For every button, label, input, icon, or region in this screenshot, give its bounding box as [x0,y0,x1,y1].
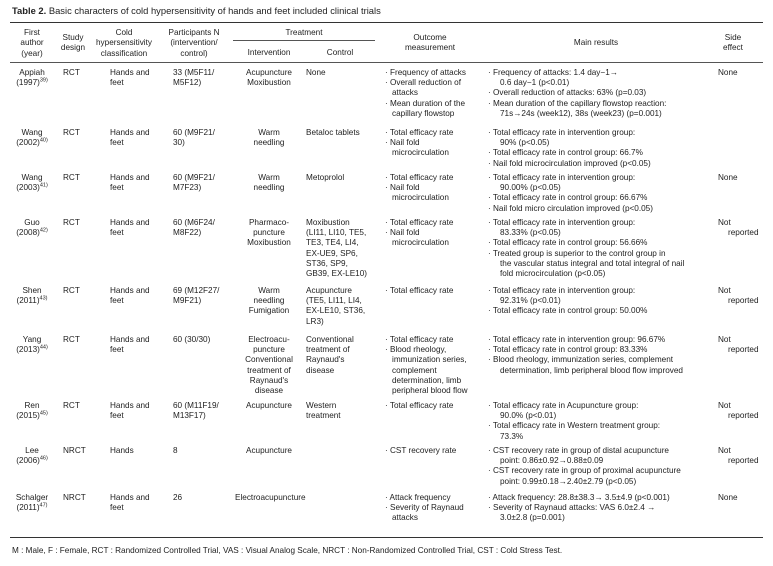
header-side-effect-line: Side [724,33,742,42]
header-design-line: design [60,43,86,53]
classification-cell-line: Hands and [110,218,150,227]
classification-cell-line: Hands and [110,335,150,344]
header-classification-line: Cold [115,28,133,37]
intervention-cell-line: Pharmaco- [248,218,290,227]
classification-cell [110,173,150,193]
author-cell [10,173,54,193]
results-cell [488,218,684,279]
header-author [10,28,54,59]
classification-cell-line: feet [110,503,124,513]
author-cell [10,128,54,148]
control-cell-line: Metoprolol [306,173,345,182]
side-effect-cell [718,68,738,78]
author-cell [10,493,54,513]
side-effect-line: Not [718,218,731,227]
control-cell [306,68,326,78]
side-effect-line: Not [718,335,731,344]
side-effect-line: Not [718,286,731,295]
classification-cell-line: Hands and [110,68,150,77]
results-cell-line: · Total efficacy rate in control group: 66.67% [488,193,648,203]
results-cell-line: · Mean duration of the capillary flowstop reaction: [488,98,667,108]
control-cell-line: Moxibustion [306,218,350,227]
classification-cell-line: Hands [110,446,134,455]
author-year: $(2008)^{42)}$ [16,227,48,238]
header-participants-line: (intervention/ [170,38,218,48]
outcome-cell [385,493,464,524]
header-treatment-line: Treatment [285,28,323,37]
participants-cell [173,493,182,503]
results-cell-line: · CST recovery rate in group of proximal acupuncture [488,466,681,476]
outcome-cell-line: · Nail fold [385,183,420,193]
classification-cell-line: feet [110,345,124,355]
header-participants [157,28,231,59]
control-cell-line: Conventional [306,335,354,344]
intervention-cell [235,446,303,456]
header-control-line: Control [326,48,354,57]
design-cell-line: RCT [63,401,80,410]
participants-cell-line: 60 (M6F24/ [173,218,215,227]
outcome-cell-line: · Total efficacy rate [385,173,454,182]
results-cell-line: · Total efficacy rate in control group: 66.7% [488,148,643,158]
outcome-cell [385,335,468,396]
side-effect-line: reported [728,345,759,355]
results-cell-line: fold microcirculation (p<0.05) [500,269,606,279]
intervention-cell-line: Warm [258,128,280,137]
results-cell [488,493,670,524]
participants-cell-line: 60 (M11F19/ [173,401,219,410]
outcome-cell-line: determination, limb [392,375,462,385]
classification-cell [110,286,150,306]
outcome-cell-line: capillary flowstop [392,108,455,118]
reference-number: 41) [39,182,48,189]
header-intervention [233,48,305,58]
author-year: $(2006)^{46)}$ [16,455,48,466]
intervention-cell [235,68,303,88]
design-cell [63,68,80,78]
bottom-rule [10,537,763,538]
results-cell [488,68,666,119]
classification-cell [110,335,150,355]
side-effect-cell [718,335,759,355]
classification-cell-line: Hands and [110,401,150,410]
control-cell [306,335,354,376]
header-outcome-line: Outcome [413,33,447,42]
results-cell-line: · Nail fold micro circulation improved (p<0.05) [488,203,653,213]
design-cell [63,286,80,296]
classification-cell [110,446,134,456]
outcome-cell-line: microcirculation [392,148,449,158]
results-cell-line: 92.31% (p<0.01) [500,296,561,306]
classification-cell [110,218,150,238]
design-cell [63,335,80,345]
participants-cell-line: 60 (30/30) [173,335,211,344]
intervention-cell [235,218,303,249]
classification-cell [110,68,150,88]
outcome-cell-line: · Attack frequency [385,493,451,502]
participants-cell-line: 8 [173,446,178,455]
design-cell-line: RCT [63,68,80,77]
outcome-cell-line: · Total efficacy rate [385,128,454,137]
design-cell-line: RCT [63,335,80,344]
header-intervention-line: Intervention [247,48,291,57]
results-cell-line: · Total efficacy rate in intervention group: 96.67% [488,335,666,344]
participants-cell [173,173,215,193]
header-author-line: author [20,38,44,48]
side-effect-cell [718,173,738,183]
author-cell [10,218,54,238]
results-cell-line: · Total efficacy rate in intervention group: [488,286,636,295]
side-effect-cell [718,446,759,466]
intervention-cell [235,493,306,503]
intervention-cell-line: Warm [258,286,280,295]
design-cell [63,401,80,411]
participants-cell-line: M5F12) [173,78,202,88]
results-cell [488,446,681,487]
author-cell [10,68,54,88]
control-cell-line: Acupuncture [306,286,352,295]
results-cell-line: 90.0% (p<0.01) [500,411,557,421]
results-cell-line: · Total efficacy rate in Western treatment group: [488,421,661,431]
control-cell-line: EX-UE9, SP6, [306,248,358,258]
author-name: Guo [24,218,40,227]
outcome-cell-line: peripheral blood flow [392,386,468,396]
caption-label: Table 2. [12,5,47,16]
design-cell [63,493,86,503]
caption-text: Basic characters of cold hypersensitivity of hands and feet included clinical trials [48,5,381,16]
header-author-line: First [24,28,40,37]
control-cell-line: treatment of [306,345,350,355]
header-rule [10,62,763,63]
classification-cell-line: Hands and [110,286,150,295]
header-classification-line: classification [100,48,148,58]
header-design-line: Study [62,33,84,42]
control-cell-line: LR3) [306,316,324,326]
intervention-cell [235,401,303,411]
intervention-cell-line: Moxibustion [247,78,291,88]
control-cell [306,128,360,138]
outcome-cell-line: · Severity of Raynaud [385,503,464,513]
control-cell-line: Betaloc tablets [306,128,360,137]
results-cell-line: · Total efficacy rate in intervention group: [488,218,636,227]
results-cell-line: · Treated group is superior to the control group in [488,248,666,258]
results-cell-line: · Blood rheology, immunization series, complement [488,355,674,365]
header-side-effect-line: effect [723,43,743,53]
participants-cell [173,446,178,456]
results-cell-line: · CST recovery rate in group of distal acupuncture [488,446,669,455]
results-cell-line: · Overall reduction of attacks: 63% (p=0.03) [488,88,647,98]
results-cell-line: 90.00% (p<0.05) [500,183,561,193]
reference-number: 46) [39,455,48,462]
intervention-cell-line: Acupuncture [246,401,292,410]
participants-cell [173,218,215,238]
classification-cell-line: feet [110,78,124,88]
control-cell-line: EX-LE10, ST36, [306,306,366,316]
classification-cell [110,493,150,513]
results-cell-line: point: 0.99±0.18→2.40±2.79 (p<0.05) [500,476,637,486]
outcome-cell-line: · Mean duration of the [385,98,466,108]
participants-cell [173,68,214,88]
control-cell [306,401,341,421]
author-name: Appiah [19,68,45,77]
author-name: Yang [22,335,42,344]
results-cell-line: · Total efficacy rate in control group: 56.66% [488,238,648,248]
outcome-cell-line: microcirculation [392,193,449,203]
classification-cell-line: Hands and [110,173,150,182]
participants-cell-line: 33 (M5F11/ [173,68,215,77]
control-cell-line: GB39, EX-LE10) [306,269,367,279]
outcome-cell [385,218,453,249]
results-cell-line: 3.0±2.8 (p=0.001) [500,513,565,523]
participants-cell [173,401,219,421]
control-cell-line: None [306,68,326,77]
author-name: Wang [21,173,43,182]
table-footnote: M : Male, F : Female, RCT : Randomized Controlled Trial, VAS : Visual Analog Scale, NRCT : Non-Randomized Controlled Trial, CST : Cold Stress Test. [12,546,563,555]
outcome-cell-line: attacks [392,88,418,98]
design-cell-line: NRCT [63,446,86,455]
header-participants-line: control) [180,48,208,58]
outcome-cell-line: · Overall reduction of [385,78,461,88]
design-cell-line: NRCT [63,493,86,502]
side-effect-line: Not [718,401,731,410]
control-cell [306,173,344,183]
intervention-cell-line: disease [254,386,284,396]
design-cell [63,218,80,228]
table-caption [12,5,381,16]
outcome-cell [385,286,453,296]
participants-cell-line: M7F23) [173,183,202,193]
results-cell [488,401,660,442]
author-name: Shen [22,286,42,295]
design-cell-line: RCT [63,286,80,295]
participants-cell-line: M8F22) [173,228,202,238]
side-effect-line: None [718,68,738,77]
outcome-cell-line: · Total efficacy rate [385,286,454,295]
intervention-cell-line: Raynaud's [249,375,289,385]
author-cell [10,286,54,306]
results-cell-line: 0.6 day−1 (p<0.01) [500,78,570,88]
control-cell-line: ST36, SP9, [306,258,348,268]
outcome-cell [385,68,466,119]
participants-cell [173,335,210,345]
outcome-cell-line: · CST recovery rate [385,446,457,455]
outcome-cell [385,173,453,204]
intervention-cell-line: needling [253,183,285,193]
treatment-rule [233,40,375,41]
results-cell-line: determination, limb peripheral blood flow improved [500,365,683,375]
results-cell-line: · Total efficacy rate in control group: 83.33% [488,345,648,355]
results-cell [488,286,647,317]
intervention-cell-line: puncture [253,345,285,355]
reference-number: 47) [39,502,48,509]
outcome-cell [385,446,456,456]
results-cell-line: · Frequency of attacks: 1.4 day−1→ [488,68,618,77]
author-year: $(2011)^{47)}$ [16,502,48,513]
intervention-cell-line: Moxibustion [247,238,291,248]
results-cell-line: point: 0.86±0.92→0.88±0.09 [500,456,604,466]
classification-cell [110,401,150,421]
participants-cell-line: M9F21) [173,296,202,306]
results-cell-line: · Total efficacy rate in control group: 50.00% [488,306,648,316]
outcome-cell-line: immunization series, [392,355,467,365]
header-results-line: Main results [573,38,619,47]
reference-number: 40) [39,137,48,144]
results-cell-line: 73.3% [500,431,524,441]
intervention-cell-line: Warm [258,173,280,182]
results-cell-line: · Attack frequency: 28.8±38.3→ 3.5±4.9 (p<0.001) [488,493,670,502]
side-effect-cell [718,493,738,503]
participants-cell-line: 69 (M12F27/ [173,286,220,295]
participants-cell-line: 60 (M9F21/ [173,173,215,182]
intervention-cell-line: needling [253,138,285,148]
control-cell-line: TE3, TE4, LI4, [306,238,359,248]
author-cell [10,335,54,355]
intervention-cell [235,173,303,193]
author-year: $(2002)^{40)}$ [16,137,48,148]
outcome-cell-line: · Frequency of attacks [385,68,466,77]
outcome-cell-line: · Total efficacy rate [385,335,454,344]
header-results [486,38,706,48]
author-year: $(2011)^{43)}$ [16,295,48,306]
results-cell-line: 90% (p<0.05) [500,138,550,148]
intervention-cell-line: Acupuncture [246,446,292,455]
header-outcome-line: measurement [404,43,456,53]
reference-number: 43) [39,295,48,302]
side-effect-cell [718,286,759,306]
author-name: Lee [25,446,39,455]
classification-cell-line: feet [110,296,124,306]
design-cell [63,446,86,456]
participants-cell-line: M13F17) [173,411,206,421]
intervention-cell [235,128,303,148]
side-effect-line: reported [728,456,759,466]
intervention-cell-line: needling [253,296,285,306]
author-year: $(2003)^{41)}$ [16,182,48,193]
control-cell-line: (LI11, LI10, TE5, [306,228,367,238]
design-cell-line: RCT [63,173,80,182]
side-effect-line: reported [728,296,759,306]
outcome-cell [385,128,453,159]
author-cell [10,446,54,466]
participants-cell-line: 60 (M9F21/ [173,128,215,137]
outcome-cell-line: · Blood rheology, [385,345,447,355]
author-cell [10,401,54,421]
header-outcome [380,33,480,54]
classification-cell [110,128,150,148]
outcome-cell-line: · Nail fold [385,138,420,148]
results-cell [488,335,683,376]
classification-cell-line: Hands and [110,128,150,137]
header-classification [92,28,156,59]
control-cell-line: (TE5, LI11, LI4, [306,296,362,306]
author-name: Wang [21,128,43,137]
classification-cell-line: feet [110,411,124,421]
participants-cell-line: 26 [173,493,183,502]
side-effect-line: Not [718,446,731,455]
outcome-cell-line: microcirculation [392,238,449,248]
header-design [55,33,91,54]
intervention-cell-line: Electroacu- [248,335,290,344]
intervention-cell [235,335,303,396]
top-rule [10,22,763,23]
author-year: $(2015)^{45)}$ [16,410,48,421]
participants-cell [173,128,215,148]
outcome-cell-line: attacks [392,513,418,523]
participants-cell-line: 30) [173,138,185,148]
intervention-cell [235,286,303,317]
outcome-cell-line: · Total efficacy rate [385,218,454,227]
side-effect-cell [718,218,759,238]
classification-cell-line: feet [110,138,124,148]
classification-cell-line: feet [110,228,124,238]
control-cell-line: disease [306,365,335,375]
outcome-cell [385,401,453,411]
header-classification-line: hypersensitivity [96,38,152,48]
reference-number: 44) [39,344,48,351]
intervention-cell-line: Conventional [245,355,293,365]
header-treatment [233,28,375,38]
participants-cell [173,286,219,306]
outcome-cell-line: · Nail fold [385,228,420,238]
results-cell-line: · Severity of Raynaud attacks: VAS 6.0±2.4 → [488,503,656,513]
results-cell-line: 83.33% (p<0.05) [500,228,561,238]
author-year: $(2013)^{44)}$ [16,344,48,355]
intervention-cell-line: treatment of [247,365,291,375]
results-cell [488,128,651,169]
intervention-cell-line: Electroacupuncture [235,493,306,502]
intervention-cell-line: puncture [253,228,285,238]
header-author-line: (year) [21,48,43,58]
header-control [305,48,375,58]
classification-cell-line: feet [110,183,124,193]
side-effect-line: None [718,173,738,182]
design-cell [63,173,80,183]
design-cell [63,128,80,138]
author-name: Ren [24,401,40,410]
outcome-cell-line: complement [392,365,437,375]
side-effect-cell [718,401,759,421]
control-cell-line: Raynaud's [306,355,345,365]
results-cell-line: the vascular status integral and total integral of nail [500,258,685,268]
results-cell [488,173,653,214]
results-cell-line: · Total efficacy rate in Acupuncture group: [488,401,639,410]
design-cell-line: RCT [63,218,80,227]
author-name: Schalger [15,493,49,502]
side-effect-line: None [718,493,738,502]
results-cell-line: · Nail fold microcirculation improved (p<0.05) [488,158,651,168]
side-effect-line: reported [728,228,759,238]
design-cell-line: RCT [63,128,80,137]
intervention-cell-line: Fumigation [248,306,290,316]
outcome-cell-line: · Total efficacy rate [385,401,454,410]
reference-number: 45) [39,410,48,417]
control-cell-line: Western [306,401,337,410]
side-effect-line: reported [728,411,759,421]
results-cell-line: · Total efficacy rate in intervention group: [488,128,636,137]
control-cell [306,286,365,327]
intervention-cell-line: Acupuncture [246,68,292,77]
results-cell-line: · Total efficacy rate in intervention group: [488,173,636,182]
reference-number: 39) [39,77,48,84]
author-year: $(1997)^{39)}$ [16,77,48,88]
header-side-effect [708,33,758,54]
reference-number: 42) [39,227,48,234]
classification-cell-line: Hands and [110,493,150,502]
control-cell-line: treatment [306,411,341,421]
control-cell [306,218,367,279]
header-participants-line: Participants N [168,28,220,37]
results-cell-line: 71s→24s (week12), 38s (week23) (p=0.001) [500,108,662,118]
